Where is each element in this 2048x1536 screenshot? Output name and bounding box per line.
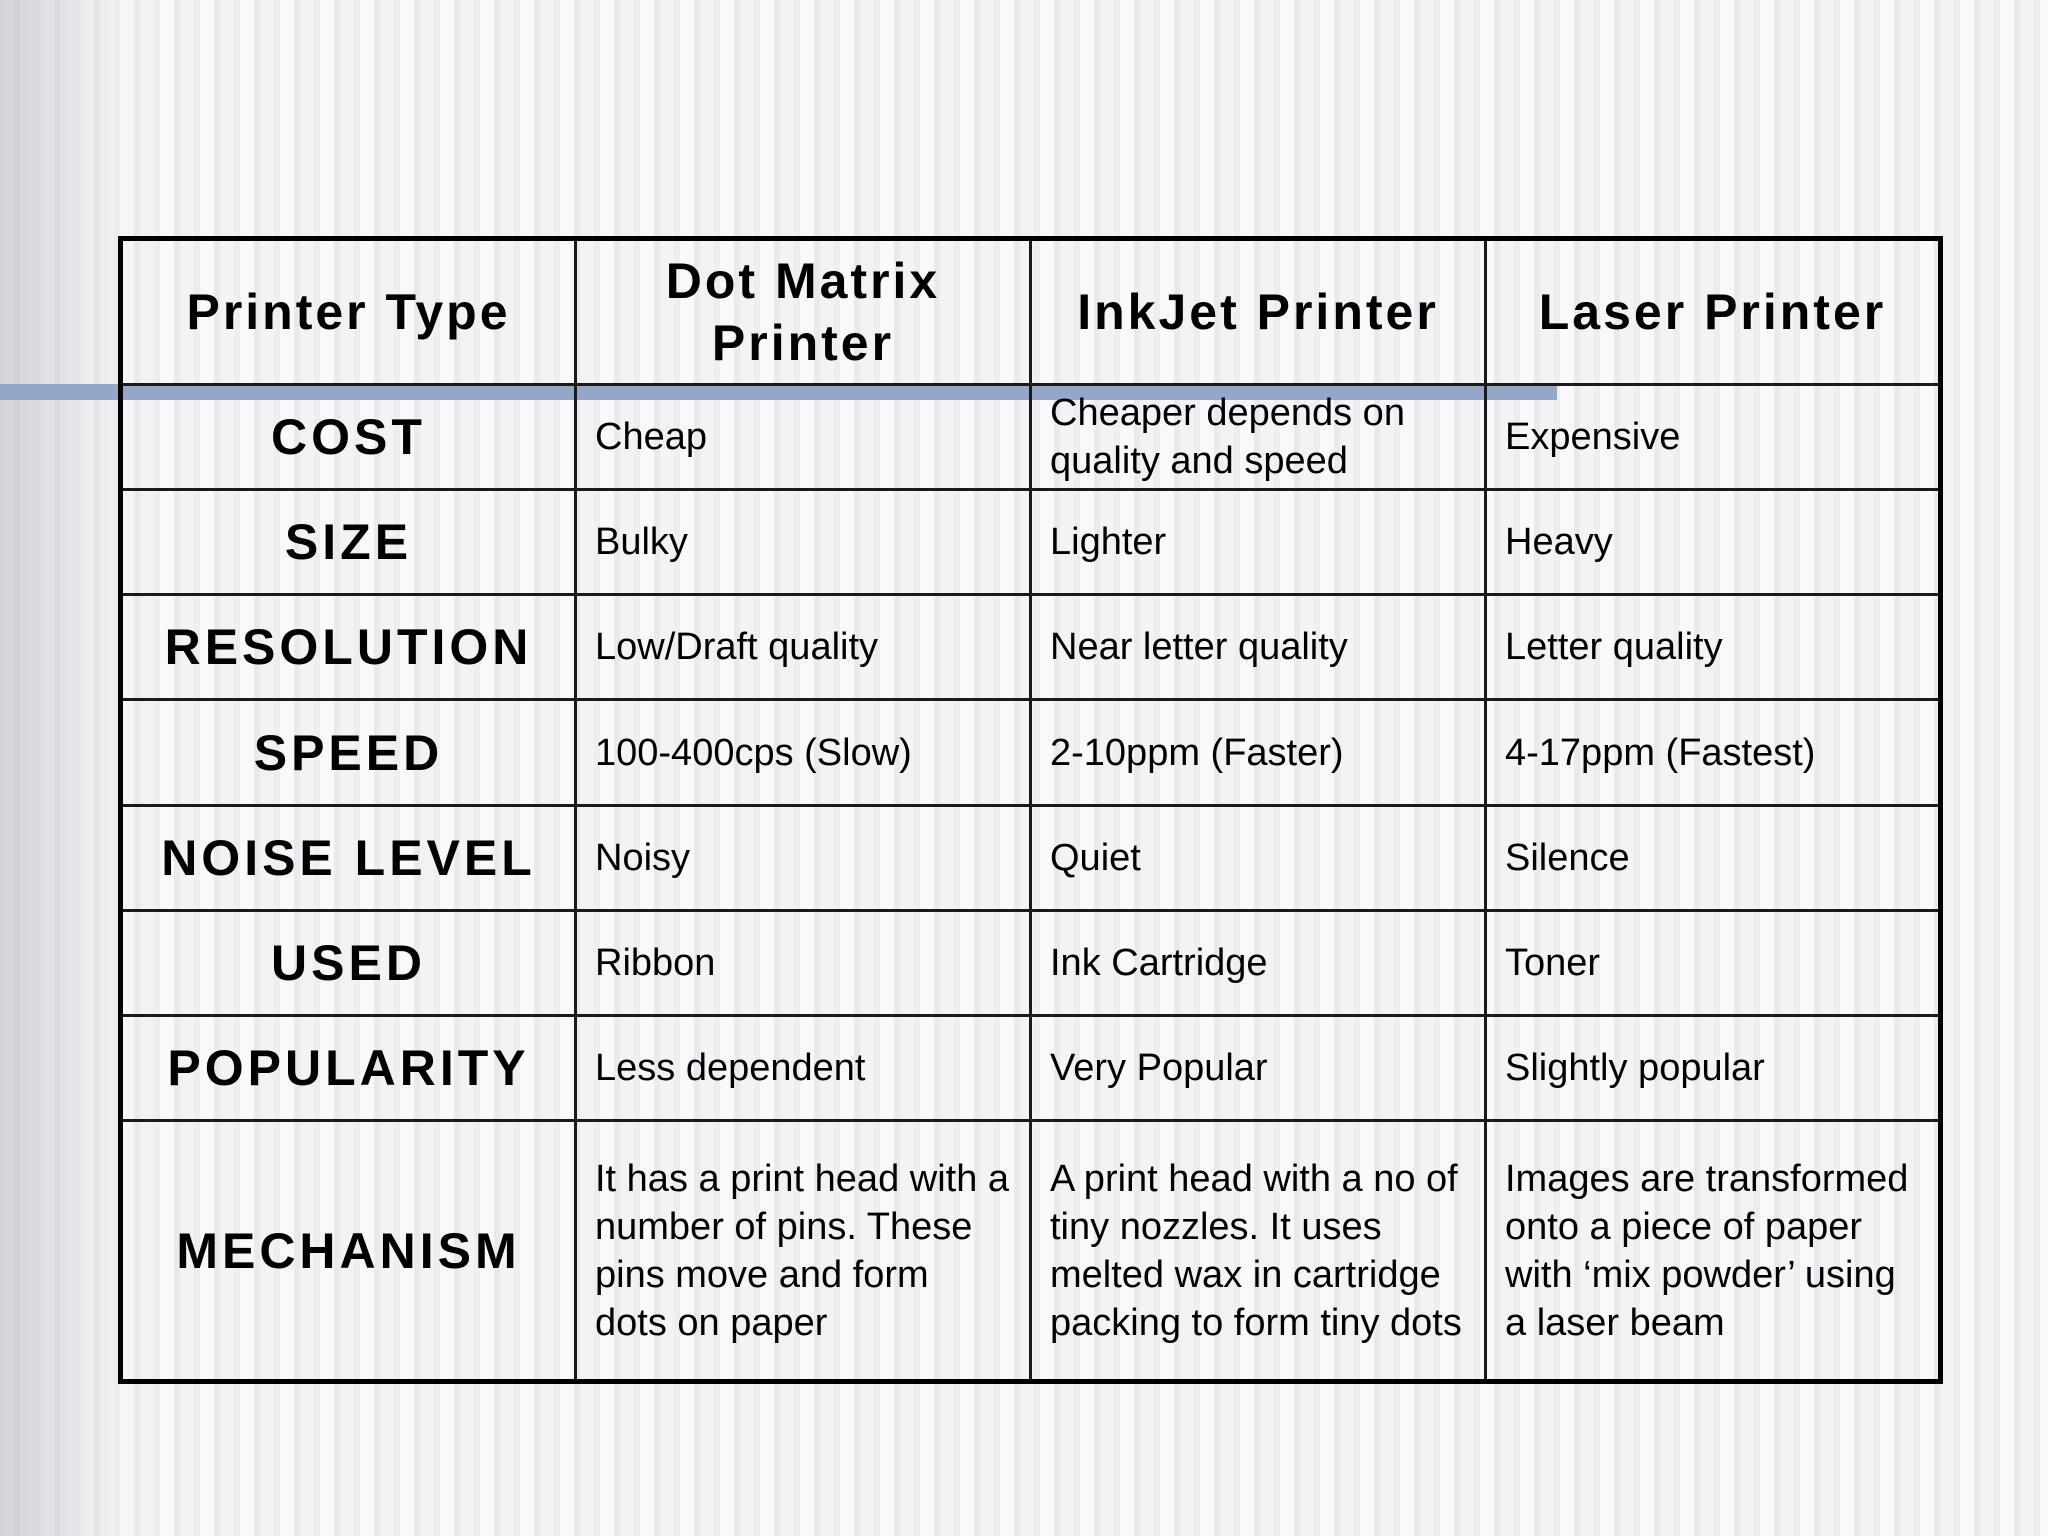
- header-laser: Laser Printer: [1486, 239, 1941, 385]
- cell-inkjet: Lighter: [1031, 490, 1486, 595]
- cell-dot-matrix: Less dependent: [576, 1015, 1031, 1120]
- cell-dot-matrix: Cheap: [576, 385, 1031, 490]
- header-inkjet: InkJet Printer: [1031, 239, 1486, 385]
- row-label-cost: COST: [121, 385, 576, 490]
- header-printer-type: Printer Type: [121, 239, 576, 385]
- row-label-resolution: RESOLUTION: [121, 595, 576, 700]
- cell-inkjet: Very Popular: [1031, 1015, 1486, 1120]
- row-label-mechanism: MECHANISM: [121, 1121, 576, 1382]
- header-row: [121, 239, 1941, 385]
- table-row: [121, 805, 1941, 910]
- cell-laser: 4-17ppm (Fastest): [1486, 700, 1941, 805]
- row-label-used: USED: [121, 910, 576, 1015]
- table-row: [121, 1121, 1941, 1382]
- comparison-table-container: [118, 236, 1938, 1384]
- cell-inkjet: Near letter quality: [1031, 595, 1486, 700]
- cell-laser: Expensive: [1486, 385, 1941, 490]
- cell-laser: Silence: [1486, 805, 1941, 910]
- table-row: [121, 385, 1941, 490]
- cell-laser: Heavy: [1486, 490, 1941, 595]
- table-row: [121, 910, 1941, 1015]
- cell-inkjet: Ink Cartridge: [1031, 910, 1486, 1015]
- cell-dot-matrix: It has a print head with a number of pins. These pins move and form dots on paper: [576, 1121, 1031, 1382]
- cell-laser: Toner: [1486, 910, 1941, 1015]
- table-row: [121, 490, 1941, 595]
- printer-comparison-table: [118, 236, 1943, 1384]
- cell-laser: Images are transformed onto a piece of paper with ‘mix powder’ using a laser beam: [1486, 1121, 1941, 1382]
- header-dot-matrix: Dot Matrix Printer: [576, 239, 1031, 385]
- cell-dot-matrix: Low/Draft quality: [576, 595, 1031, 700]
- cell-inkjet: A print head with a no of tiny nozzles. It uses melted wax in cartridge packing to form tiny dots: [1031, 1121, 1486, 1382]
- cell-laser: Slightly popular: [1486, 1015, 1941, 1120]
- table-row: [121, 700, 1941, 805]
- cell-dot-matrix: Bulky: [576, 490, 1031, 595]
- table-row: [121, 595, 1941, 700]
- cell-dot-matrix: 100-400cps (Slow): [576, 700, 1031, 805]
- row-label-speed: SPEED: [121, 700, 576, 805]
- cell-inkjet: Cheaper depends on quality and speed: [1031, 385, 1486, 490]
- cell-inkjet: Quiet: [1031, 805, 1486, 910]
- cell-inkjet: 2-10ppm (Faster): [1031, 700, 1486, 805]
- row-label-size: SIZE: [121, 490, 576, 595]
- row-label-popularity: POPULARITY: [121, 1015, 576, 1120]
- row-label-noise-level: NOISE LEVEL: [121, 805, 576, 910]
- table-row: [121, 1015, 1941, 1120]
- cell-laser: Letter quality: [1486, 595, 1941, 700]
- cell-dot-matrix: Noisy: [576, 805, 1031, 910]
- cell-dot-matrix: Ribbon: [576, 910, 1031, 1015]
